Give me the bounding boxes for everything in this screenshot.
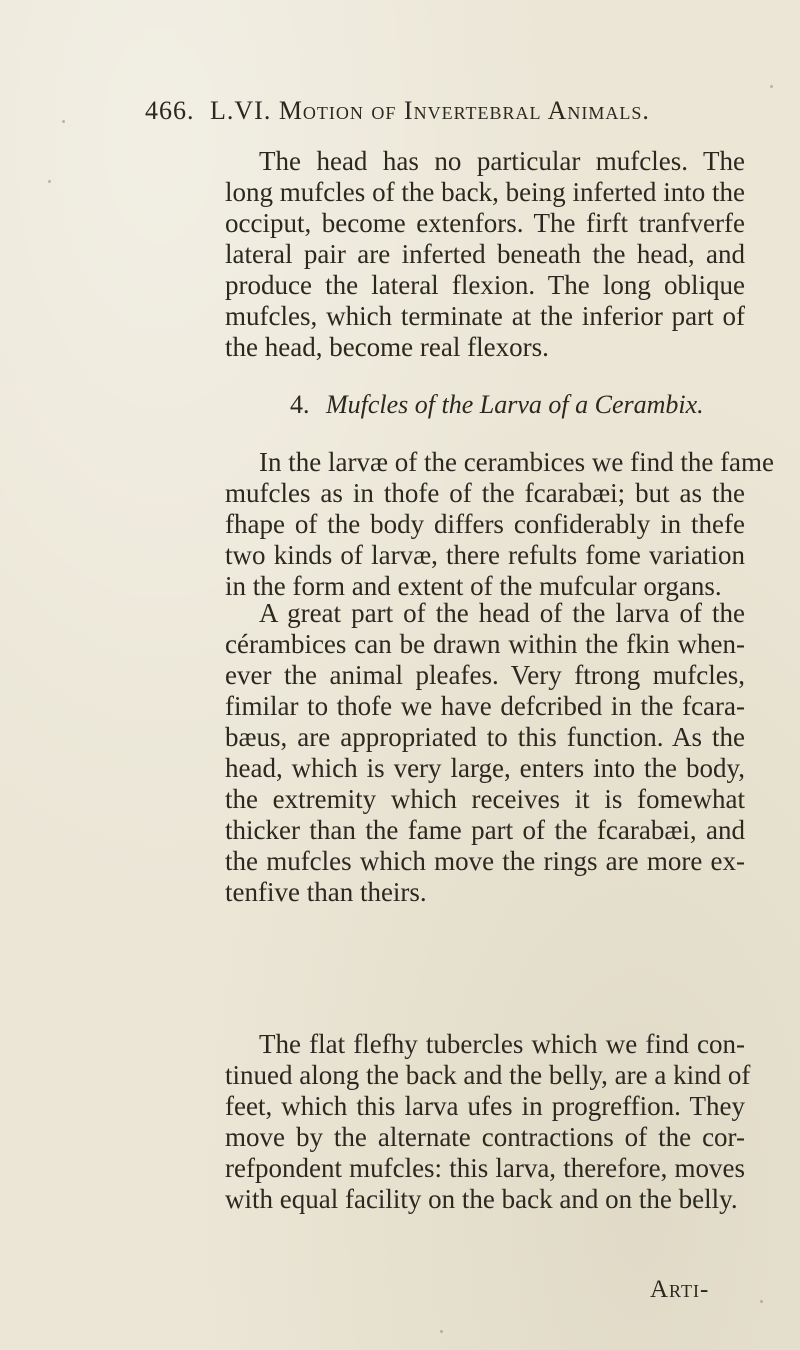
catchword: Arti- xyxy=(650,1276,710,1303)
text-line: The head has no particular mufcles. The xyxy=(259,146,745,176)
text-line: fhape of the body differs confiderably in thefe xyxy=(225,509,745,539)
paragraph-head-retraction xyxy=(225,598,745,908)
text-line: refpondent mufcles: this larva, therefore, moves xyxy=(225,1153,745,1183)
text-line: with equal facility on the back and on the belly. xyxy=(225,1184,738,1214)
paper-speck xyxy=(760,1300,763,1303)
text-line: the extremity which receives it is fomewhat xyxy=(225,784,745,814)
section-heading xyxy=(290,390,710,420)
running-title: L.VI. Motion of Invertebral Animals. xyxy=(210,96,650,125)
text-line: feet, which this larva ufes in progreffion. They xyxy=(225,1091,745,1121)
text-line: cérambices can be drawn within the fkin when- xyxy=(225,629,745,659)
paper-speck xyxy=(770,85,773,88)
text-line: the head, become real flexors. xyxy=(225,332,549,362)
paper-speck xyxy=(440,1330,443,1333)
page-number: 466. xyxy=(145,96,195,125)
text-line: fimilar to thofe we have defcribed in the fcara- xyxy=(225,691,745,721)
text-line: move by the alternate contractions of the cor- xyxy=(225,1122,745,1152)
section-number: 4. xyxy=(290,390,310,419)
text-line: lateral pair are inferted beneath the head, and xyxy=(225,239,745,269)
text-line: occiput, become extenfors. The firft tranfverfe xyxy=(225,208,745,238)
text-line: mufcles as in thofe of the fcarabæi; but as the xyxy=(225,478,745,508)
text-line: long mufcles of the back, being inferted into the xyxy=(225,177,745,207)
text-line: produce the lateral flexion. The long oblique xyxy=(225,270,745,300)
text-line: The flat flefhy tubercles which we find con- xyxy=(259,1029,745,1059)
paragraph-cerambix-intro xyxy=(225,447,775,602)
text-line: In the larvæ of the cerambices we find the fame xyxy=(259,447,775,477)
text-line: tenfive than theirs. xyxy=(225,877,427,907)
paragraph-head-muscles xyxy=(225,146,745,363)
text-line: the mufcles which move the rings are more ex- xyxy=(225,846,745,876)
text-line: bæus, are appropriated to this function. As the xyxy=(225,722,745,752)
text-line: thicker than the fame part of the fcarabæi, and xyxy=(225,815,745,845)
section-title: Mufcles of the Larva of a Cerambix. xyxy=(326,390,704,419)
paper-speck xyxy=(48,180,51,183)
running-head xyxy=(145,96,705,126)
text-line: two kinds of larvæ, there refults fome variation xyxy=(225,540,745,570)
paper-speck xyxy=(62,120,65,123)
text-line: head, which is very large, enters into the body, xyxy=(225,753,745,783)
text-line: mufcles, which terminate at the inferior part of xyxy=(225,301,745,331)
text-line: ever the animal pleafes. Very ftrong mufcles, xyxy=(225,660,745,690)
text-line: tinued along the back and the belly, are a kind of xyxy=(225,1060,751,1090)
paragraph-tubercles xyxy=(225,1029,751,1215)
text-line: A great part of the head of the larva of the xyxy=(259,598,745,628)
text-line: in the form and extent of the mufcular organs. xyxy=(225,571,722,601)
